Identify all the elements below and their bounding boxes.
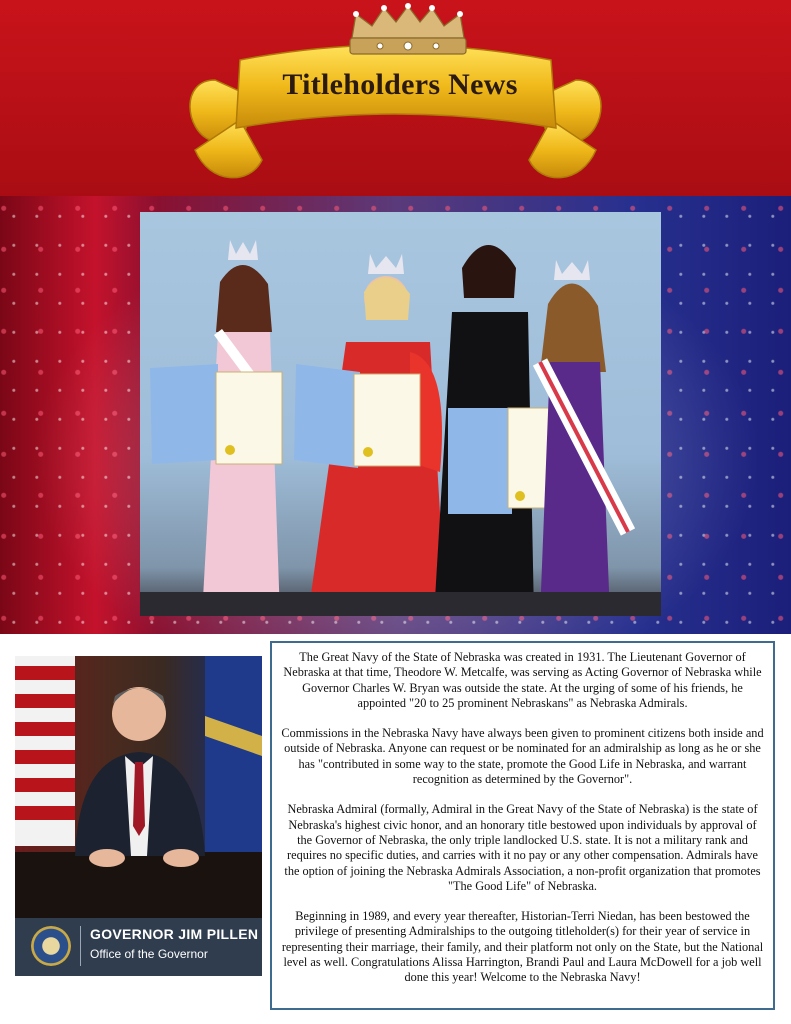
governor-portrait: [15, 656, 262, 918]
crown-icon: [350, 3, 466, 54]
admiral-certificate-1: [150, 364, 282, 464]
article-paragraph-1: The Great Navy of the State of Nebraska was created in 1931. The Lieutenant Governor of Nebraska at that time, Theodore W. Metcalfe, was serving as Acting Governor of Nebraska while Governor Charles W. Bryan was outside the state. At the urging of some of his friends, he appointed "20 to 25 prominent Nebraskans" as Nebraska Admirals.: [283, 650, 762, 710]
nebraska-flag: [205, 656, 262, 856]
article-paragraph-3: Nebraska Admiral (formally, Admiral in the Great Navy of the State of Nebraska) is the state of Nebraska's highest civic honor, and an honorary title bestowed upon individuals by approval of the Governor of Nebraska, the only triple landlocked U.S. state. It is not a military rank and requires no specific duties, and carries with it no pay or any other compensation. Admirals have the option of joining the Nebraska Admirals Association, a non-profit organization that promotes "The Good Life" of Nebraska.: [284, 802, 761, 893]
article-paragraph-2: Commissions in the Nebraska Navy have always been given to prominent citizens both inside and outside of Nebraska. Anyone can request or be nominated for an admiralship as long as he or she has "contributed in some way to the state, promote the Good Life in Nebraska, and warrant recognition as determined by the Governor".: [281, 726, 764, 787]
governor-office: Office of the Governor: [90, 947, 208, 961]
american-flag: [15, 656, 75, 846]
admiral-certificate-3: [448, 408, 552, 514]
article-paragraph-4: Beginning in 1989, and every year thereafter, Historian-Terri Niedan, has been bestowed the privilege of presenting Admiralships to the outgoing titleholder(s) for their year of service in representing their marriage, their family, and their platform not only on the State, but the National level as well. Congratulations Alissa Harrington, Brandi Paul and Laura McDowell for a job well done this year! Welcome to the Nebraska Navy!: [281, 909, 764, 985]
article-box: [270, 641, 775, 1010]
governor-caption-bar: [15, 918, 262, 976]
governor-name: GOVERNOR JIM PILLEN: [90, 926, 259, 942]
titleholders-photo: [140, 212, 661, 616]
titleholder-figure-4: [540, 260, 628, 616]
admiral-certificate-2: [294, 364, 420, 468]
nebraska-seal-icon: [31, 926, 71, 966]
newsletter-title: Titleholders News: [282, 68, 518, 101]
